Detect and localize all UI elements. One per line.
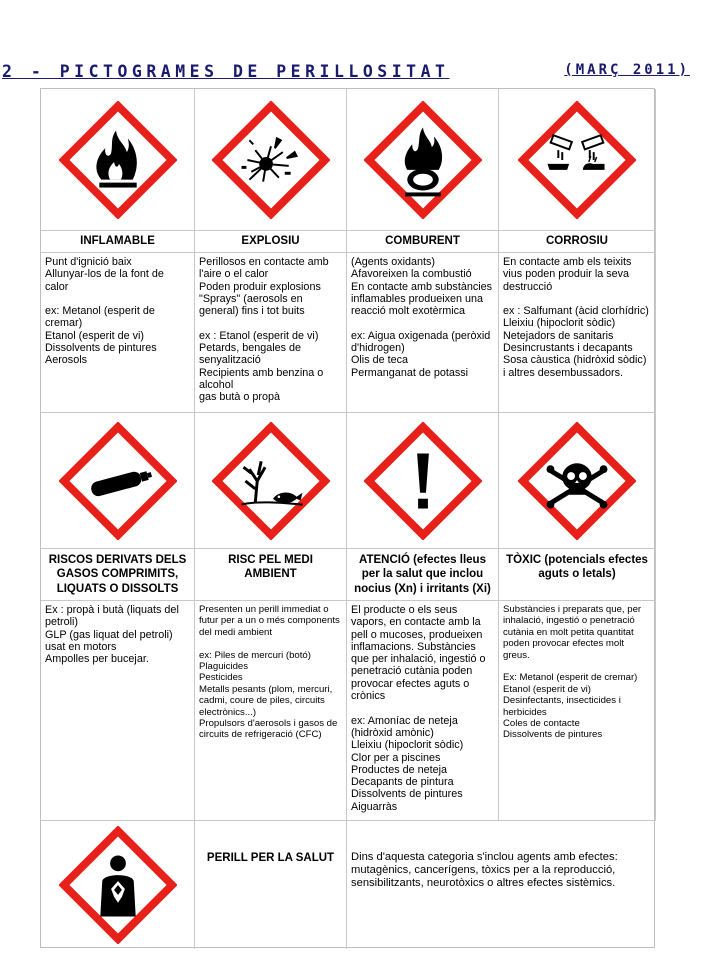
pictogram-title: RISC PEL MEDI AMBIENT	[195, 549, 347, 601]
page-date: (MARÇ 2011)	[564, 62, 690, 78]
health-hazard-icon	[59, 826, 177, 944]
pictogram-description: Presenten un perill immediat o futur per a un o més components del medi ambient ex: Piles de mercuri (botó) Plaguicides Pesticides Metalls pesants (plom, mercuri, cadmi, coure de piles, circuits electrònics...) Propulsors d'aerosols i gasos de circuits de refrigeració (CFC)	[195, 601, 347, 821]
pictogram-description: Perillosos en contacte amb l'aire o el calor Poden produir explosions "Sprays" (aerosols en general) fins i tot buits ex : Etanol (esperit de vi) Petards, bengales de senyalització Recipients amb benzina o alcohol gas butà o propà	[195, 253, 347, 413]
flame-icon	[59, 101, 177, 219]
pictogram-description: Dins d'aquesta categoria s'inclou agents amb efectes: mutagènics, cancerígens, tòxics per a la reproducció, sensibilitzants, neurotòxics o altres efectes sistèmics.	[351, 851, 618, 889]
flame-over-circle-icon	[364, 101, 482, 219]
exclamation-mark-icon	[364, 422, 482, 540]
pictogram-cell-atencio	[347, 413, 499, 549]
pictogram-cell-corrosiu	[499, 89, 656, 231]
page-title: 2 - PICTOGRAMES DE PERILLOSITAT	[2, 62, 450, 81]
pictogram-description: (Agents oxidants) Afavoreixen la combustió En contacte amb substàncies inflamables produeixen una reacció molt exotèrmica ex: Aigua oxigenada (peròxid d'hidrogen) Olis de teca Permanganat de potassi	[347, 253, 499, 413]
pictogram-title: COMBURENT	[347, 231, 499, 253]
pictogram-title: PERILL PER LA SALUT	[195, 821, 347, 949]
pictogram-description: Substàncies i preparats que, per inhalació, ingestió o penetració cutània en molt petita quantitat poden provocar efectes molt greus. Ex: Metanol (esperit de cremar) Etanol (esperit de vi) Desinfectants, insecticides i herbicides Coles de contacte Dissolvents de pintures	[499, 601, 656, 821]
pictogram-title: TÒXIC (potencials efectes aguts o letals)	[499, 549, 656, 601]
pictogram-cell-gasos	[41, 413, 195, 549]
skull-crossbones-icon	[518, 422, 636, 540]
exploding-bomb-icon	[212, 101, 330, 219]
pictogram-description: Ex : propà i butà (liquats del petroli) GLP (gas liquat del petroli) usat en motors Ampolles per bucejar.	[41, 601, 195, 821]
pictogram-description: En contacte amb els teixits vius poden produir la seva destrucció ex : Salfumant (àcid clorhídric) Lleixiu (hipoclorit sòdic) Netejadors de sanitaris Desincrustants i decapants Sosa càustica (hidròxid sòdic) i altres desembussadors.	[499, 253, 656, 413]
pictogram-title: RISCOS DERIVATS DELS GASOS COMPRIMITS, LIQUATS O DISSOLTS	[41, 549, 195, 601]
pictogram-cell-medi-ambient	[195, 413, 347, 549]
page-header	[0, 62, 728, 86]
pictogram-title: ATENCIÓ (efectes lleus per la salut que inclou nocius (Xn) i irritants (Xi)	[347, 549, 499, 601]
pictogram-title: INFLAMABLE	[41, 231, 195, 253]
pictogram-title: CORROSIU	[499, 231, 656, 253]
pictogram-title: EXPLOSIU	[195, 231, 347, 253]
pictogram-cell-inflamable	[41, 89, 195, 231]
pictogram-cell-toxic	[499, 413, 656, 549]
pictogram-cell-comburent	[347, 89, 499, 231]
environment-icon	[212, 422, 330, 540]
pictogram-cell-perill-salut	[41, 821, 195, 949]
corrosion-icon	[518, 101, 636, 219]
pictogram-cell-explosiu	[195, 89, 347, 231]
pictogram-table	[40, 88, 655, 948]
gas-cylinder-icon	[59, 422, 177, 540]
pictogram-description: El producte o els seus vapors, en contacte amb la pell o mucoses, produeixen inflamacions. Substàncies que per inhalació, ingestió o penetració cutània poden provocar efectes aguts o crònics ex: Amoníac de neteja (hidròxid amònic) Lleixiu (hipoclorit sòdic) Clor per a piscines Productes de neteja Decapants de pintura Dissolvents de pintures Aiguarràs	[347, 601, 499, 821]
pictogram-description: Punt d'ignició baix Allunyar-los de la font de calor ex: Metanol (esperit de cremar) Etanol (esperit de vi) Dissolvents de pintures Aerosols	[41, 253, 195, 413]
